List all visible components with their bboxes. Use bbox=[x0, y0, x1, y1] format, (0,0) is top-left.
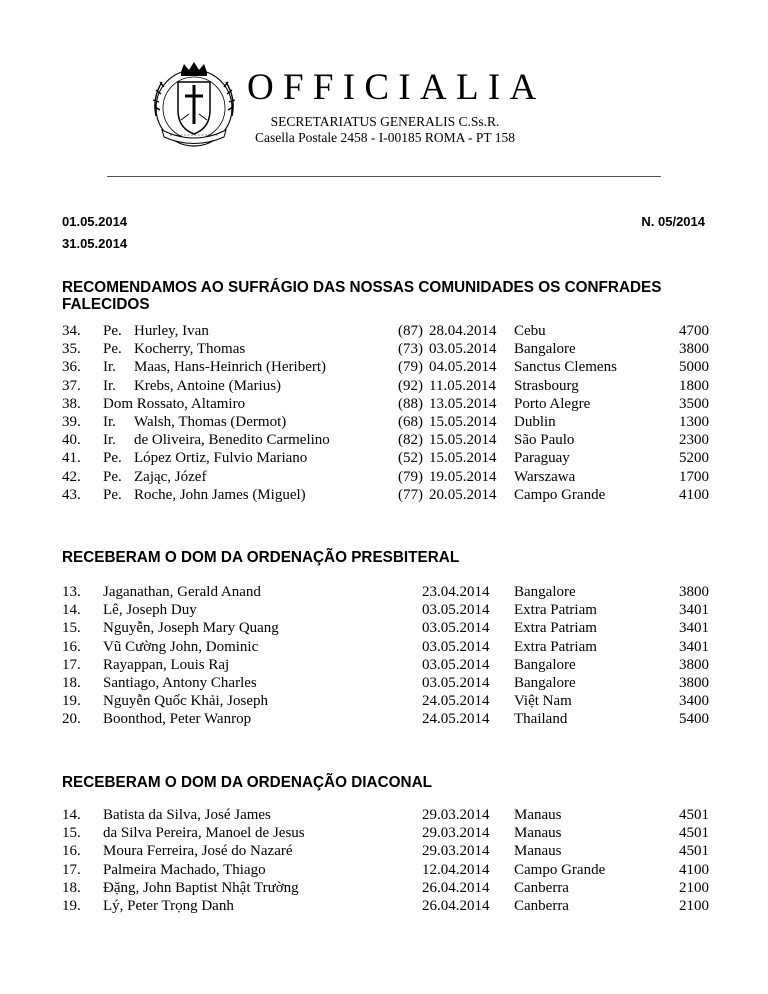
date-of-death: 20.05.2014 bbox=[429, 486, 497, 503]
province-code: 4501 bbox=[679, 807, 709, 823]
religious-title: Pe. bbox=[103, 486, 122, 503]
ordination-date: 12.04.2014 bbox=[422, 861, 490, 878]
ordination-date: 24.05.2014 bbox=[422, 711, 490, 728]
province-code: 3800 bbox=[679, 656, 709, 673]
place: Manaus bbox=[514, 843, 562, 860]
date-of-death: 19.05.2014 bbox=[429, 468, 497, 485]
row-number: 34. bbox=[62, 323, 81, 339]
period-start-date: 01.05.2014 bbox=[62, 214, 128, 229]
province-code: 5200 bbox=[679, 450, 709, 467]
person-name: López Ortiz, Fulvio Mariano bbox=[134, 450, 308, 467]
person-name: Hurley, Ivan bbox=[134, 323, 209, 339]
person-name: Kocherry, Thomas bbox=[134, 341, 246, 358]
date-of-death: 15.05.2014 bbox=[429, 450, 497, 467]
deacon-ordination-row bbox=[62, 842, 712, 860]
priests-section-heading: RECEBERAM O DOM DA ORDENAÇÃO PRESBITERAL bbox=[62, 549, 460, 566]
person-name: Rayappan, Louis Raj bbox=[103, 656, 230, 673]
age-at-death: (79) bbox=[398, 468, 423, 485]
person-name: Nguyễn, Joseph Mary Quang bbox=[103, 620, 279, 637]
age-at-death: (52) bbox=[398, 450, 423, 467]
row-number: 13. bbox=[62, 584, 81, 600]
row-number: 19. bbox=[62, 693, 81, 710]
person-name: da Silva Pereira, Manoel de Jesus bbox=[103, 825, 305, 842]
date-of-death: 11.05.2014 bbox=[429, 377, 496, 394]
place: Bangalore bbox=[514, 675, 576, 691]
religious-title: Ir. bbox=[103, 414, 116, 430]
deceased-row bbox=[62, 358, 712, 376]
person-name: Dom Rossato, Altamiro bbox=[103, 395, 246, 412]
place: Bangalore bbox=[514, 341, 576, 358]
age-at-death: (92) bbox=[398, 377, 423, 394]
row-number: 15. bbox=[62, 620, 81, 637]
priest-ordination-row bbox=[62, 656, 712, 674]
priest-ordination-row bbox=[62, 692, 712, 710]
ordination-date: 24.05.2014 bbox=[422, 693, 490, 710]
row-number: 14. bbox=[62, 602, 81, 619]
province-code: 3401 bbox=[679, 602, 709, 619]
religious-title: Pe. bbox=[103, 468, 122, 485]
age-at-death: (87) bbox=[398, 323, 423, 339]
date-of-death: 13.05.2014 bbox=[429, 395, 497, 412]
row-number: 43. bbox=[62, 486, 81, 503]
age-at-death: (82) bbox=[398, 432, 423, 449]
province-code: 2300 bbox=[679, 432, 709, 449]
person-name: Zając, Józef bbox=[134, 468, 207, 485]
deceased-row bbox=[62, 395, 712, 413]
person-name: Batista da Silva, José James bbox=[103, 807, 271, 823]
age-at-death: (73) bbox=[398, 341, 423, 358]
row-number: 35. bbox=[62, 341, 81, 358]
person-name: Palmeira Machado, Thiago bbox=[103, 861, 266, 878]
postal-address: Casella Postale 2458 - I-00185 ROMA - PT 158 bbox=[255, 130, 515, 145]
religious-title: Ir. bbox=[103, 432, 116, 449]
province-code: 3500 bbox=[679, 395, 709, 412]
ordination-date: 26.04.2014 bbox=[422, 879, 490, 896]
person-name: Roche, John James (Miguel) bbox=[134, 486, 306, 503]
row-number: 15. bbox=[62, 825, 81, 842]
province-code: 3800 bbox=[679, 675, 709, 691]
row-number: 18. bbox=[62, 879, 81, 896]
person-name: Đặng, John Baptist Nhật Trường bbox=[103, 879, 299, 896]
person-name: Jaganathan, Gerald Anand bbox=[103, 584, 261, 600]
province-code: 2100 bbox=[679, 879, 709, 896]
priest-ordination-row bbox=[62, 619, 712, 637]
age-at-death: (77) bbox=[398, 486, 423, 503]
person-name: Maas, Hans-Heinrich (Heribert) bbox=[134, 359, 327, 376]
secretariat-name: SECRETARIATUS GENERALIS C.Ss.R. bbox=[270, 114, 500, 129]
ordination-date: 03.05.2014 bbox=[422, 638, 490, 655]
date-of-death: 15.05.2014 bbox=[429, 414, 497, 430]
age-at-death: (68) bbox=[398, 414, 423, 430]
deceased-section-heading: RECOMENDAMOS AO SUFRÁGIO DAS NOSSAS COMUNIDADES OS CONFRADES FALECIDOS bbox=[62, 279, 662, 313]
place: Canberra bbox=[514, 898, 569, 914]
person-name: Lý, Peter Trọng Danh bbox=[103, 898, 234, 914]
ordination-date: 26.04.2014 bbox=[422, 898, 490, 914]
place: São Paulo bbox=[514, 432, 575, 449]
deacon-ordination-row bbox=[62, 879, 712, 897]
period-end-date: 31.05.2014 bbox=[62, 236, 128, 251]
religious-title: Ir. bbox=[103, 377, 116, 394]
deacon-ordination-row bbox=[62, 897, 712, 915]
row-number: 20. bbox=[62, 711, 81, 728]
deceased-row bbox=[62, 431, 712, 449]
person-name: Nguyễn Quốc Khải, Joseph bbox=[103, 693, 268, 710]
place: Thailand bbox=[514, 711, 568, 728]
ordination-date: 03.05.2014 bbox=[422, 656, 490, 673]
row-number: 40. bbox=[62, 432, 81, 449]
deceased-row bbox=[62, 468, 712, 486]
place: Campo Grande bbox=[514, 861, 606, 878]
row-number: 16. bbox=[62, 843, 81, 860]
place: Manaus bbox=[514, 807, 562, 823]
province-code: 5400 bbox=[679, 711, 709, 728]
place: Extra Patriam bbox=[514, 602, 597, 619]
place: Cebu bbox=[514, 323, 546, 339]
priest-ordination-row bbox=[62, 638, 712, 656]
person-name: Vũ Cường John, Dominic bbox=[103, 638, 259, 655]
header-divider bbox=[107, 176, 661, 177]
deceased-row bbox=[62, 486, 712, 504]
date-of-death: 15.05.2014 bbox=[429, 432, 497, 449]
person-name: de Oliveira, Benedito Carmelino bbox=[134, 432, 330, 449]
date-of-death: 04.05.2014 bbox=[429, 359, 497, 376]
province-code: 4100 bbox=[679, 861, 709, 878]
row-number: 36. bbox=[62, 359, 81, 376]
province-code: 4100 bbox=[679, 486, 709, 503]
religious-title: Pe. bbox=[103, 323, 122, 339]
row-number: 19. bbox=[62, 898, 81, 914]
place: Bangalore bbox=[514, 584, 576, 600]
place: Sanctus Clemens bbox=[514, 359, 617, 376]
place: Dublin bbox=[514, 414, 556, 430]
deceased-row bbox=[62, 413, 712, 431]
province-code: 2100 bbox=[679, 898, 709, 914]
row-number: 42. bbox=[62, 468, 81, 485]
province-code: 1700 bbox=[679, 468, 709, 485]
place: Manaus bbox=[514, 825, 562, 842]
person-name: Walsh, Thomas (Dermot) bbox=[134, 414, 287, 430]
province-code: 3800 bbox=[679, 341, 709, 358]
ordination-date: 29.03.2014 bbox=[422, 843, 490, 860]
province-code: 3401 bbox=[679, 620, 709, 637]
date-of-death: 03.05.2014 bbox=[429, 341, 497, 358]
ordination-date: 23.04.2014 bbox=[422, 584, 490, 600]
province-code: 4700 bbox=[679, 323, 709, 339]
province-code: 3800 bbox=[679, 584, 709, 600]
province-code: 3401 bbox=[679, 638, 709, 655]
age-at-death: (88) bbox=[398, 395, 423, 412]
row-number: 18. bbox=[62, 675, 81, 691]
priest-ordination-row bbox=[62, 674, 712, 692]
row-number: 17. bbox=[62, 861, 81, 878]
row-number: 14. bbox=[62, 807, 81, 823]
province-code: 4501 bbox=[679, 825, 709, 842]
deacons-section-heading: RECEBERAM O DOM DA ORDENAÇÃO DIACONAL bbox=[62, 774, 432, 791]
ordination-date: 29.03.2014 bbox=[422, 825, 490, 842]
deacon-ordination-row bbox=[62, 824, 712, 842]
place: Extra Patriam bbox=[514, 638, 597, 655]
date-of-death: 28.04.2014 bbox=[429, 323, 497, 339]
row-number: 37. bbox=[62, 377, 81, 394]
deacon-ordination-row bbox=[62, 806, 712, 824]
deceased-row bbox=[62, 449, 712, 467]
priest-ordination-row bbox=[62, 601, 712, 619]
issue-number: N. 05/2014 bbox=[641, 214, 705, 229]
province-code: 1800 bbox=[679, 377, 709, 394]
province-code: 4501 bbox=[679, 843, 709, 860]
person-name: Moura Ferreira, José do Nazaré bbox=[103, 843, 293, 860]
person-name: Boonthod, Peter Wanrop bbox=[103, 711, 252, 728]
row-number: 17. bbox=[62, 656, 81, 673]
place: Paraguay bbox=[514, 450, 570, 467]
place: Canberra bbox=[514, 879, 569, 896]
deceased-row bbox=[62, 340, 712, 358]
person-name: Santiago, Antony Charles bbox=[103, 675, 257, 691]
deacon-ordination-row bbox=[62, 861, 712, 879]
person-name: Lê, Joseph Duy bbox=[103, 602, 197, 619]
age-at-death: (79) bbox=[398, 359, 423, 376]
place: Porto Alegre bbox=[514, 395, 591, 412]
ordination-date: 29.03.2014 bbox=[422, 807, 490, 823]
row-number: 38. bbox=[62, 395, 81, 412]
ordination-date: 03.05.2014 bbox=[422, 602, 490, 619]
province-code: 1300 bbox=[679, 414, 709, 430]
place: Bangalore bbox=[514, 656, 576, 673]
person-name: Krebs, Antoine (Marius) bbox=[134, 377, 282, 394]
religious-title: Ir. bbox=[103, 359, 116, 376]
religious-title: Pe. bbox=[103, 341, 122, 358]
deceased-row bbox=[62, 377, 712, 395]
province-code: 3400 bbox=[679, 693, 709, 710]
place: Việt Nam bbox=[514, 693, 572, 710]
ordination-date: 03.05.2014 bbox=[422, 620, 490, 637]
masthead-title: OFFICIALIA bbox=[247, 67, 546, 108]
place: Campo Grande bbox=[514, 486, 606, 503]
religious-title: Pe. bbox=[103, 450, 122, 467]
place: Strasbourg bbox=[514, 377, 579, 394]
province-code: 5000 bbox=[679, 359, 709, 376]
priest-ordination-row bbox=[62, 583, 712, 601]
deceased-row bbox=[62, 322, 712, 340]
row-number: 39. bbox=[62, 414, 81, 430]
place: Extra Patriam bbox=[514, 620, 597, 637]
row-number: 41. bbox=[62, 450, 81, 467]
row-number: 16. bbox=[62, 638, 81, 655]
priest-ordination-row bbox=[62, 710, 712, 728]
place: Warszawa bbox=[514, 468, 576, 485]
ordination-date: 03.05.2014 bbox=[422, 675, 490, 691]
